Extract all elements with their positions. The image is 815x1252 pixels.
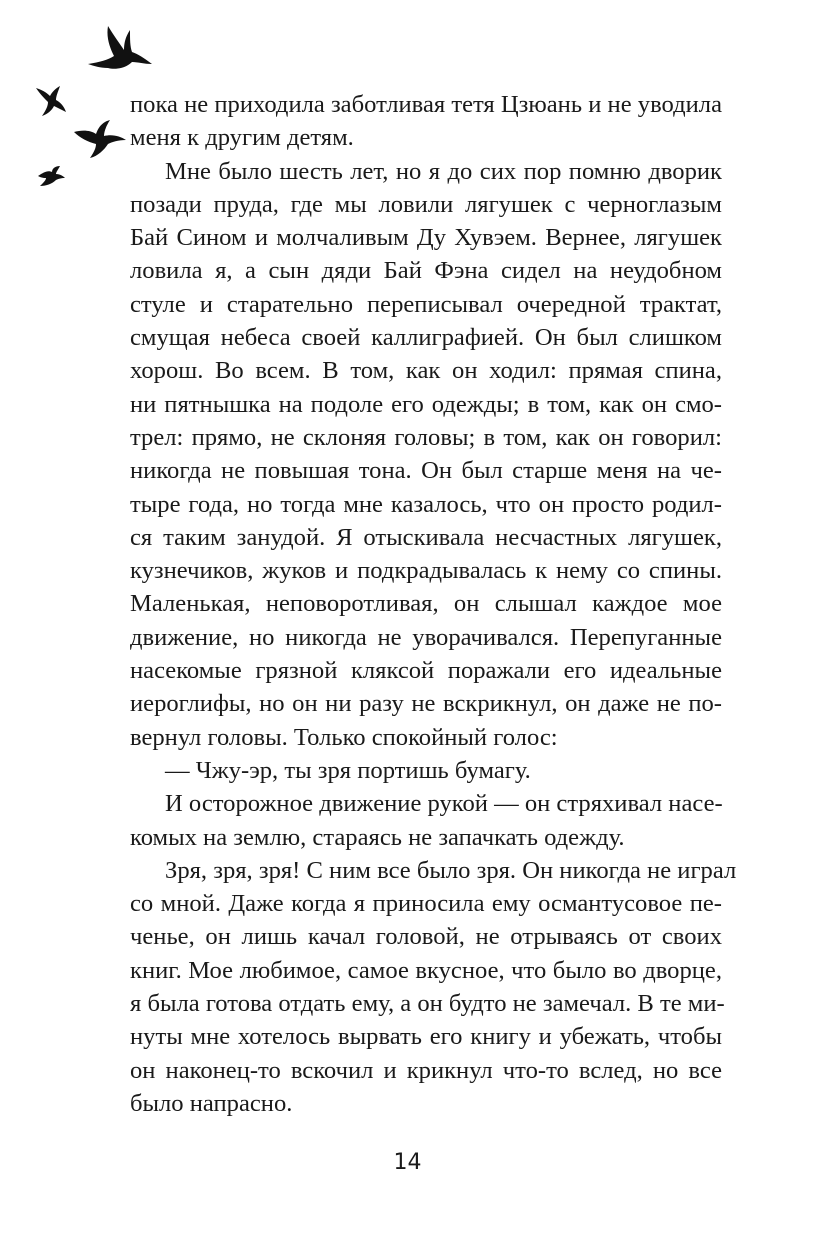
text-line: меня к другим детям. [130,124,354,152]
text-line: он наконец-то вскочил и крикнул что-то вслед, но все [130,1056,722,1084]
text-line: Мне было шесть лет, но я до сих пор помню дворик [165,157,722,185]
text-line: вернул головы. Только спокойный голос: [130,723,558,751]
text-line: И осторожное движение рукой — он стряхивал насе- [165,790,723,818]
text-line: Маленькая, неповоротливая, он слышал каждое мое [130,590,722,618]
text-line: трел: прямо, не склоняя головы; в том, как он говорил: [130,423,722,451]
text-line: я была готова отдать ему, а он будто не замечал. В те ми- [130,990,725,1018]
text-line: никогда не повышая тона. Он был старше меня на че- [130,457,722,485]
text-line: — Чжу-эр, ты зря портишь бумагу. [165,756,531,784]
text-line: Зря, зря, зря! С ним все было зря. Он никогда не играл [165,856,737,884]
text-line: комых на землю, стараясь не запачкать одежду. [130,823,625,851]
text-line: кузнечиков, жуков и подкрадывалась к нему со спины. [130,557,722,585]
text-line: нуты мне хотелось вырвать его книгу и убежать, чтобы [130,1023,722,1051]
text-line: Бай Сином и молчаливым Ду Хувэем. Вернее, лягушек [130,224,722,252]
page-number: 14 [393,1150,422,1175]
text-line: насекомые грязной кляксой поражали его идеальные [130,657,722,685]
text-line: ловила я, а сын дяди Бай Фэна сидел на неудобном [130,257,722,285]
text-line: было напрасно. [130,1089,293,1117]
text-line: книг. Мое любимое, самое вкусное, что было во дворце, [130,956,722,984]
text-line: позади пруда, где мы ловили лягушек с черноглазым [130,190,722,218]
text-line: стуле и старательно переписывал очередной трактат, [130,290,722,318]
bird-icon [72,118,128,160]
bird-icon [86,24,154,74]
text-line: ся таким занудой. Я отыскивала несчастных лягушек, [130,523,722,551]
text-line: ченье, он лишь качал головой, не отрываясь от своих [130,923,722,951]
text-line: иероглифы, но он ни разу не вскрикнул, он даже не по- [130,690,722,718]
text-line: движение, но никогда не уворачивался. Перепуганные [130,623,722,651]
text-line: ни пятнышка на подоле его одежды; в том, как он смо- [130,390,722,418]
body-text [130,88,737,1120]
text-line: пока не приходила заботливая тетя Цзюань и не уводила [130,91,722,118]
text-line: хорош. Во всем. В том, как он ходил: прямая спина, [130,357,722,385]
bird-icon [34,84,68,118]
text-line: смущая небеса своей каллиграфией. Он был слишком [130,324,722,352]
text-line: со мной. Даже когда я приносила ему османтусовое пе- [130,890,722,918]
text-line: тыре года, но тогда мне казалось, что он просто родил- [130,490,722,518]
bird-icon [36,164,66,188]
